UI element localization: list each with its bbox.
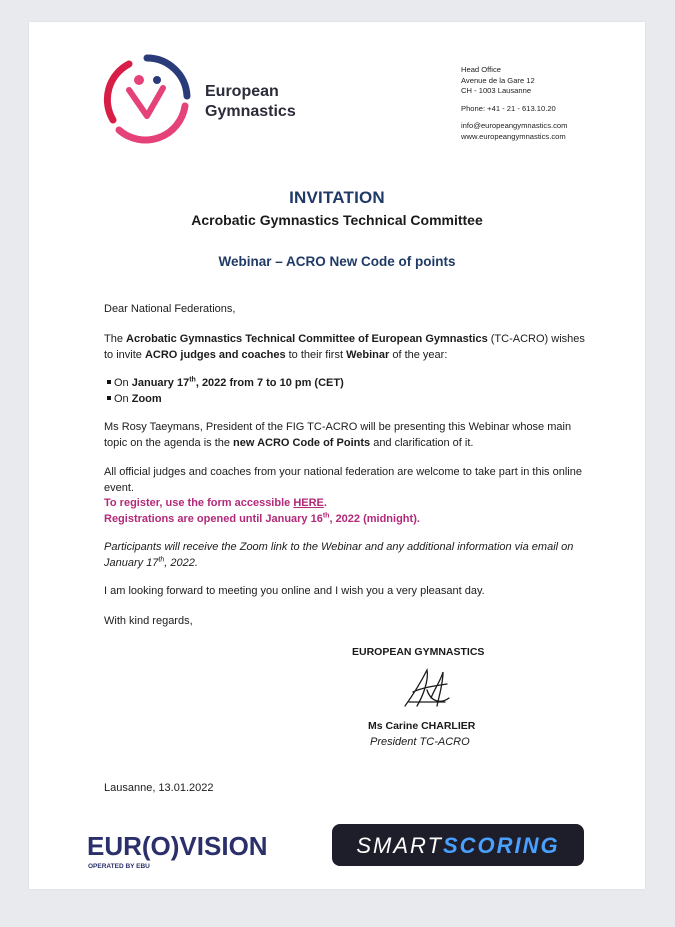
office-phone: Phone: +41 - 21 - 613.10.20 bbox=[461, 103, 556, 113]
bullet-date: On January 17th, 2022 from 7 to 10 pm (CET) bbox=[104, 376, 594, 392]
office-street: Avenue de la Gare 12 bbox=[461, 75, 535, 85]
register-link[interactable]: HERE bbox=[293, 497, 324, 509]
office-label: Head Office bbox=[461, 65, 501, 74]
welcome-text: All official judges and coaches from your national federation are welcome to take part in this online event. bbox=[104, 466, 582, 494]
webinar-title: Webinar – ACRO New Code of points bbox=[218, 254, 456, 269]
office-email[interactable]: info@europeangymnastics.com bbox=[461, 121, 568, 131]
bullet-icon bbox=[107, 380, 111, 384]
zoom-info-paragraph: Participants will receive the Zoom link to the Webinar and any additional information via email on January 17th, 2022. bbox=[104, 541, 574, 569]
smartscoring-logo bbox=[332, 824, 584, 866]
closing-wish: I am looking forward to meeting you online and I wish you a very pleasant day. bbox=[104, 585, 485, 597]
presenter-paragraph: Ms Rosy Taeymans, President of the FIG TC-ACRO will be presenting this Webinar whose main topic on the agenda is the new ACRO Code of Points and clarification of it. bbox=[104, 421, 572, 449]
brand-line-1: European bbox=[205, 83, 279, 100]
register-line: To register, use the form accessible HERE. bbox=[104, 497, 327, 509]
signature-organization: EUROPEAN GYMNASTICS bbox=[352, 646, 485, 658]
brand-name bbox=[205, 82, 296, 122]
intro-paragraph: The Acrobatic Gymnastics Technical Committee of European Gymnastics (TC-ACRO) wishes to invite ACRO judges and coaches to their first Webinar of the year: bbox=[104, 333, 585, 361]
head-office-block bbox=[461, 65, 567, 143]
registration-paragraph bbox=[104, 465, 594, 527]
office-website[interactable]: www.europeangymnastics.com bbox=[461, 131, 566, 141]
letter-page bbox=[29, 22, 645, 889]
bullet-icon bbox=[107, 396, 111, 400]
eurovision-logo bbox=[87, 828, 292, 872]
scoring-word: SCORING bbox=[442, 833, 560, 858]
event-details-list bbox=[104, 376, 594, 407]
signatory-name: Ms Carine CHARLIER bbox=[368, 720, 476, 732]
greeting: Dear National Federations, bbox=[104, 303, 236, 315]
invitation-title: INVITATION bbox=[289, 188, 385, 207]
smart-word: SMART bbox=[356, 833, 443, 858]
eurovision-subtitle: OPERATED BY EBU bbox=[88, 863, 150, 870]
committee-title: Acrobatic Gymnastics Technical Committee bbox=[191, 212, 483, 228]
european-gymnastics-logo bbox=[99, 50, 195, 146]
handwritten-signature bbox=[397, 662, 457, 714]
closing-regards: With kind regards, bbox=[104, 615, 193, 627]
svg-text:SMARTSCORING bbox=[356, 833, 559, 858]
signatory-title: President TC-ACRO bbox=[370, 736, 470, 748]
eurovision-wordmark: EUR(O)VISION bbox=[87, 831, 268, 861]
place-date: Lausanne, 13.01.2022 bbox=[104, 782, 214, 794]
office-city: CH - 1003 Lausanne bbox=[461, 86, 532, 96]
bullet-platform: On Zoom bbox=[104, 392, 594, 408]
brand-line-2: Gymnastics bbox=[205, 103, 296, 120]
deadline-line: Registrations are opened until January 16th, 2022 (midnight). bbox=[104, 511, 420, 525]
